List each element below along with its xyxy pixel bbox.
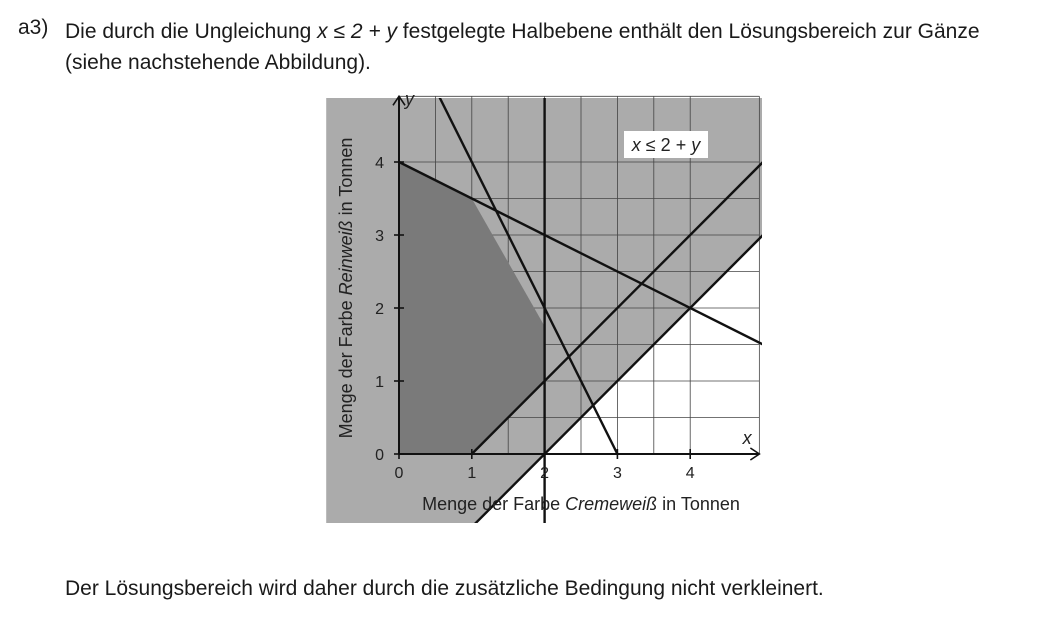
- inequality-inline: x ≤ 2 + y: [317, 20, 397, 43]
- task-label: a3): [18, 16, 49, 39]
- y-tick-label: 4: [375, 155, 384, 172]
- x-tick-label: 0: [394, 465, 404, 482]
- x-tick-label: 4: [685, 465, 695, 482]
- x-tick-label: 2: [540, 465, 550, 482]
- region-label-part: x: [631, 135, 641, 155]
- intro-text-end: festgelegte Halbebene enthält den Lösungsbereich zur Gänze (siehe nachstehende Abbildung).: [65, 20, 980, 74]
- y-axis-label-end: in Tonnen: [336, 137, 356, 221]
- x-axis-name: x: [742, 428, 752, 448]
- region-label: [631, 135, 701, 155]
- region-label-part: ≤: [640, 135, 656, 155]
- y-tick-label: 0: [375, 447, 384, 464]
- y-tick-label: 3: [375, 228, 384, 245]
- x-tick-label: 1: [467, 465, 477, 482]
- y-axis-label-start: Menge der Farbe: [336, 295, 356, 439]
- x-axis-label-end: in Tonnen: [657, 494, 740, 514]
- x-axis-label: [422, 494, 740, 514]
- x-tick-label: 3: [612, 465, 622, 482]
- y-tick-label: 2: [375, 301, 384, 318]
- y-tick-label: 1: [375, 374, 384, 391]
- y-axis-label-emphasis: Reinweiß: [336, 220, 356, 296]
- region-label-part: y: [686, 135, 701, 155]
- x-axis-label-start: Menge der Farbe: [422, 494, 566, 514]
- intro-text-start: Die durch die Ungleichung: [65, 20, 318, 43]
- y-axis-label: [336, 138, 356, 439]
- conclusion-paragraph: Der Lösungsbereich wird daher durch die zusätzliche Bedingung nicht verkleinert.: [65, 577, 824, 600]
- x-axis-label-emphasis: Cremeweiß: [565, 494, 658, 514]
- region-label-part: +: [670, 135, 687, 155]
- region-label-part: 2: [655, 135, 671, 155]
- y-axis-name: y: [405, 89, 414, 110]
